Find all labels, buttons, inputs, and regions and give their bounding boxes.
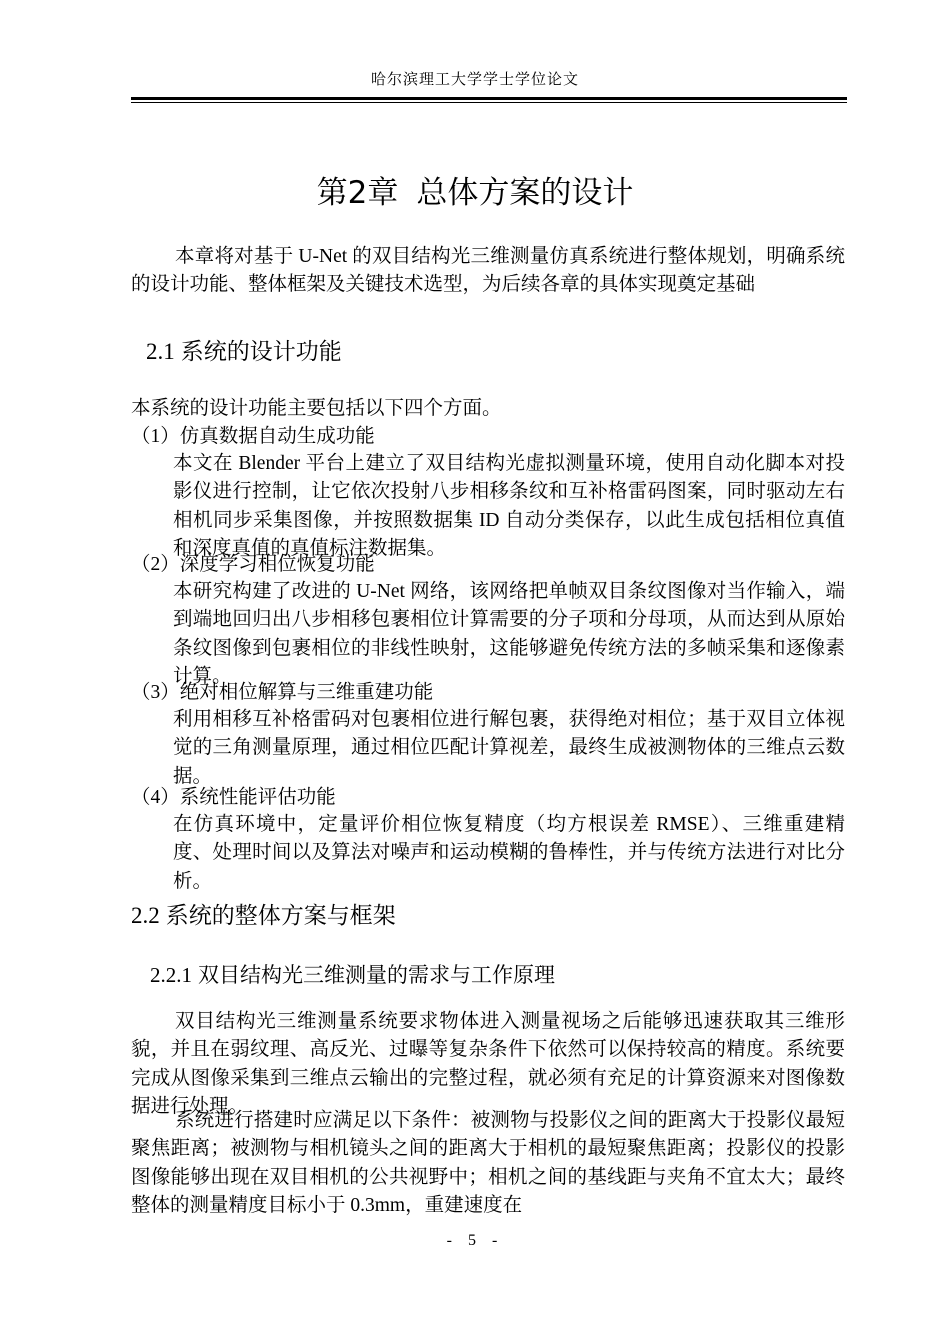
chapter-title [0,171,950,215]
item-1-body: 本文在 Blender 平台上建立了双目结构光虚拟测量环境，使用自动化脚本对投影仪进行控制，让它依次投射八步相移条纹和互补格雷码图案，同时驱动左右相机同步采集图像，并按照数据集 ID 自动分类保存，以此生成包括相位真值和深度真值的真值标注数据集。 [173,453,845,560]
paragraph-conditions: 系统进行搭建时应满足以下条件：被测物与投影仪之间的距离大于投影仪最短聚焦距离；被测物与相机镜头之间的距离大于相机的最短聚焦距离；投影仪的投影图像能够出现在双目相机的公共视野中；相机之间的基线距与夹角不宜太大；最终整体的测量精度目标小于 0.3mm，重建速度在 [131,1110,845,1217]
section-number: 2.1 [146,339,175,364]
section-title: 系统的整体方案与框架 [165,903,396,929]
section-2-2-heading [131,900,396,932]
paragraph-requirements: 双目结构光三维测量系统要求物体进入测量视场之后能够迅速获取其三维形貌，并且在弱纹理、高反光、过曝等复杂条件下依然可以保持较高的精度。系统要完成从图像采集到三维点云输出的完整过程，就必须有充足的计算资源来对图像数据进行处理。 [131,1011,845,1118]
chapter-number: 第2章 [316,174,399,211]
running-header: 哈尔滨理工大学学士学位论文 [370,72,579,88]
section-2-1-heading [146,336,342,368]
chapter-intro: 本章将对基于 U-Net 的双目结构光三维测量仿真系统进行整体规划，明确系统的设计功能、整体框架及关键技术选型，为后续各章的具体实现奠定基础 [131,246,845,296]
item-3-body: 利用相移互补格雷码对包裹相位进行解包裹，获得绝对相位；基于双目立体视觉的三角测量原理，通过相位匹配计算视差，最终生成被测物体的三维点云数据。 [173,709,845,787]
item-2-title: （2）深度学习相位恢复功能 [131,554,375,575]
chapter-title-text: 总体方案的设计 [416,174,634,211]
section-2-2-1-heading [150,960,555,990]
subsection-number: 2.2.1 [150,963,192,987]
item-3-title: （3）绝对相位解算与三维重建功能 [131,682,434,703]
item-2-body: 本研究构建了改进的 U-Net 网络，该网络把单帧双目条纹图像对当作输入，端到端地回归出八步相移包裹相位计算需要的分子项和分母项，从而达到从原始条纹图像到包裹相位的非线性映射，这能够避免传统方法的多帧采集和逐像素计算。 [173,581,845,688]
section-number: 2.2 [131,903,160,928]
item-1-title: （1）仿真数据自动生成功能 [131,426,375,447]
item-4-body: 在仿真环境中，定量评价相位恢复精度（均方根误差 RMSE）、三维重建精度、处理时间以及算法对噪声和运动模糊的鲁棒性，并与传统方法进行对比分析。 [173,814,845,892]
page-number: - 5 - [446,1232,504,1249]
subsection-title: 双目结构光三维测量的需求与工作原理 [198,963,555,987]
section-2-1-lead: 本系统的设计功能主要包括以下四个方面。 [131,398,502,419]
header-rule-thin [131,102,847,103]
item-4-title: （4）系统性能评估功能 [131,787,336,808]
section-title: 系统的设计功能 [180,339,342,365]
header-rule-thick [131,97,847,100]
